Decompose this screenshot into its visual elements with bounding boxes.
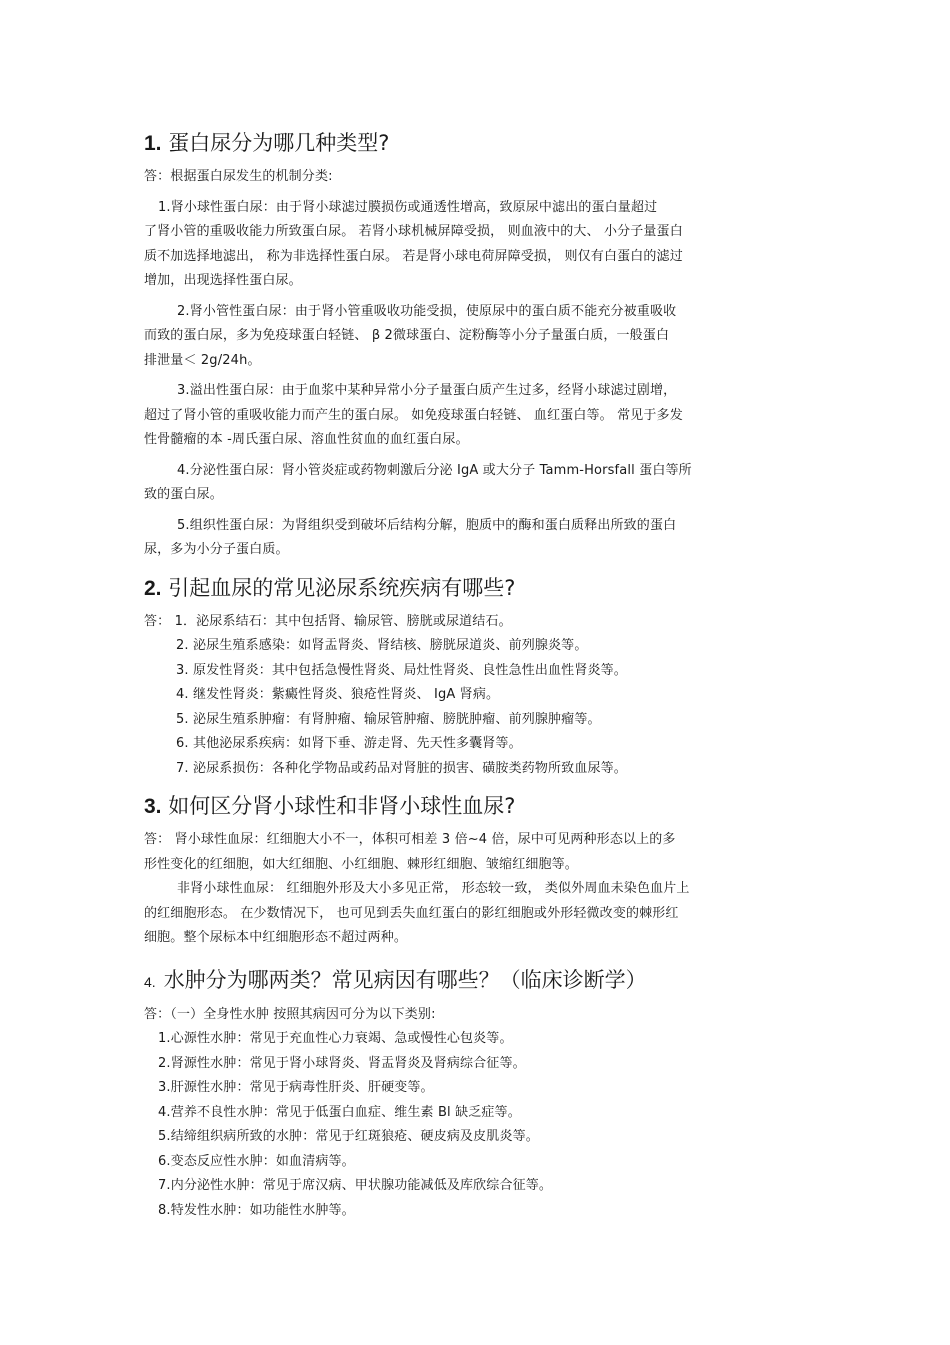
list-item: 5. 泌尿生殖系肿瘤：有肾肿瘤、输尿管肿瘤、膀胱肿瘤、前列腺肿瘤等。 <box>176 711 601 727</box>
paragraph-line: 排泄量＜ 2g/24h。 <box>144 352 261 368</box>
list-item: 3.肝源性水肿：常见于病毒性肝炎、肝硬变等。 <box>158 1080 434 1095</box>
paragraph-line: 增加，出现选择性蛋白尿。 <box>144 273 302 288</box>
paragraph-line: 质不加选择地滤出， 称为非选择性蛋白尿。 若是肾小球电荷屏障受损， 则仅有白蛋白的滤过 <box>144 248 683 264</box>
paragraph-line: 致的蛋白尿。 <box>144 487 223 502</box>
list-item: 8.特发性水肿：如功能性水肿等。 <box>158 1202 355 1218</box>
question-title: 如何区分肾小球性和非肾小球性血尿? <box>168 794 516 818</box>
paragraph-line: 4.分泌性蛋白尿：肾小管炎症或药物刺激后分泌 IgA 或大分子 Tamm-Horsfall 蛋白等所 <box>177 462 692 478</box>
question-title: 引起血尿的常见泌尿系统疾病有哪些? <box>168 575 516 600</box>
paragraph-line: 细胞。整个尿标本中红细胞形态不超过两种。 <box>144 930 408 945</box>
list-item: 6. 其他泌尿系疾病：如肾下垂、游走肾、先天性多囊肾等。 <box>176 736 522 751</box>
paragraph-line: 了肾小管的重吸收能力所致蛋白尿。 若肾小球机械屏障受损， 则血液中的大、 小分子量蛋白 <box>144 224 683 239</box>
list-item: 7.内分泌性水肿：常见于席汉病、甲状腺功能减低及库欣综合征等。 <box>158 1178 553 1193</box>
question-number: 1. <box>144 132 162 155</box>
list-item: 2. 泌尿生殖系感染：如肾盂肾炎、肾结核、膀胱尿道炎、前列腺炎等。 <box>176 638 588 653</box>
paragraph-line: 超过了肾小管的重吸收能力而产生的蛋白尿。 如免疫球蛋白轻链、 血红蛋白等。 常见于多发 <box>144 407 683 423</box>
question-2-heading <box>144 573 806 604</box>
list-item: 6.变态反应性水肿：如血清病等。 <box>158 1153 355 1169</box>
list-item: 1.心源性水肿：常见于充血性心力衰竭、急或慢性心包炎等。 <box>158 1031 513 1046</box>
paragraph-line: 3.溢出性蛋白尿：由于血浆中某种异常小分子量蛋白质产生过多，经肾小球滤过剧增， <box>177 383 677 398</box>
list-item: 5.结缔组织病所致的水肿：常见于红斑狼疮、硬皮病及皮肌炎等。 <box>158 1129 539 1144</box>
paragraph-line: 的红细胞形态。 在少数情况下， 也可见到丢失血红蛋白的影红细胞或外形轻微改变的棘形红 <box>144 905 679 921</box>
question-3-heading <box>144 791 806 822</box>
list-item: 7. 泌尿系损伤：各种化学物品或药品对肾脏的损害、磺胺类药物所致血尿等。 <box>176 760 627 776</box>
list-item: 答： 1．泌尿系结石：其中包括肾、输尿管、膀胱或尿道结石。 <box>144 613 512 629</box>
paragraph-line: 性骨髓瘤的本 -周氏蛋白尿、溶血性贫血的血红蛋白尿。 <box>144 432 469 447</box>
paragraph-line: 形性变化的红细胞，如大红细胞、小红细胞、棘形红细胞、皱缩红细胞等。 <box>144 856 578 872</box>
paragraph-line: 尿，多为小分子蛋白质。 <box>144 542 289 557</box>
question-4-heading <box>144 965 806 997</box>
question-number: 3. <box>144 795 162 818</box>
paragraph-line: 1.肾小球性蛋白尿：由于肾小球滤过膜损伤或通透性增高，致原尿中滤出的蛋白量超过 <box>158 199 658 215</box>
question-1-heading <box>144 128 806 159</box>
answer-intro: 答：（一）全身性水肿 按照其病因可分为以下类别: <box>144 1006 436 1022</box>
paragraph-line: 2.肾小管性蛋白尿：由于肾小管重吸收功能受损，使原尿中的蛋白质不能充分被重吸收 <box>177 303 677 319</box>
paragraph-line: 非肾小球性血尿： 红细胞外形及大小多见正常， 形态较一致， 类似外周血未染色血片上 <box>177 881 690 896</box>
document-content <box>144 128 806 1223</box>
list-item: 2.肾源性水肿：常见于肾小球肾炎、肾盂肾炎及肾病综合征等。 <box>158 1055 526 1071</box>
question-number: 2. <box>144 576 162 600</box>
paragraph-line: 答： 肾小球性血尿：红细胞大小不一，体积可相差 3 倍~4 倍，尿中可见两种形态以上的多 <box>144 832 676 847</box>
list-item: 4.营养不良性水肿：常见于低蛋白血症、维生素 Bl 缺乏症等。 <box>158 1104 521 1120</box>
paragraph-line: 5.组织性蛋白尿：为肾组织受到破坏后结构分解，胞质中的酶和蛋白质释出所致的蛋白 <box>177 517 677 533</box>
list-item: 4. 继发性肾炎：紫癜性肾炎、狼疮性肾炎、 IgA 肾病。 <box>176 687 500 702</box>
question-title: 水肿分为哪两类？常见病因有哪些？（临床诊断学） <box>163 967 647 992</box>
list-item: 3. 原发性肾炎：其中包括急慢性肾炎、局灶性肾炎、良性急性出血性肾炎等。 <box>176 662 627 678</box>
answer-intro: 答：根据蛋白尿发生的机制分类: <box>144 169 333 184</box>
question-title: 蛋白尿分为哪几种类型? <box>168 131 390 155</box>
question-number: 4. <box>144 973 156 990</box>
paragraph-line: 而致的蛋白尿，多为免疫球蛋白轻链、 β 2微球蛋白、淀粉酶等小分子量蛋白质，一般蛋白 <box>144 328 670 343</box>
